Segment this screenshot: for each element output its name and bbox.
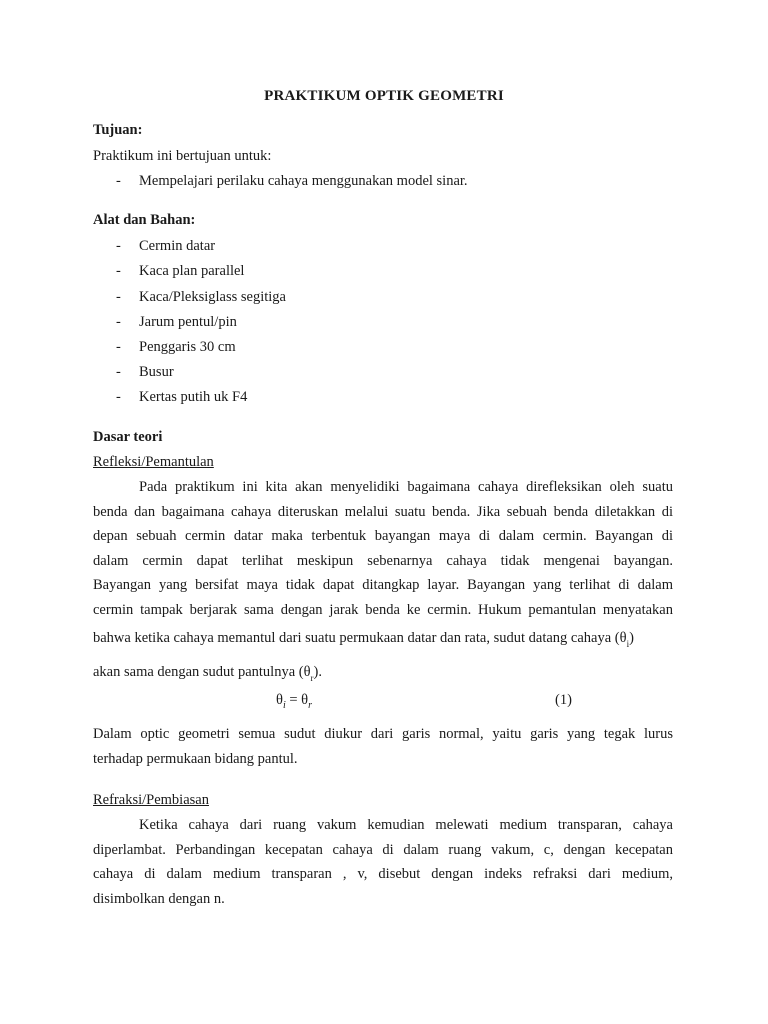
refraksi-paragraph bbox=[93, 813, 673, 911]
paragraph-line: benda dan bagaimana cahaya diteruskan melalui suatu benda. Jika sebuah benda diletakkan di bbox=[93, 503, 673, 520]
paragraph-line: depan sebuah cermin datar maka terbentuk bayangan maya di dalam cermin. Bayangan di bbox=[93, 528, 673, 544]
tujuan-heading: Tujuan: bbox=[93, 122, 143, 138]
tujuan-intro: Praktikum ini bertujuan untuk: bbox=[93, 148, 272, 164]
paren-close: ). bbox=[313, 664, 323, 680]
bullet-dash: - bbox=[116, 389, 121, 405]
paragraph-line: Bayangan yang bersifat maya tidak dapat ditangkap layar. Bayangan yang terlihat di dalam bbox=[93, 577, 673, 593]
bullet-dash: - bbox=[116, 364, 121, 380]
paragraph-line: akan sama dengan sudut pantulnya (θ bbox=[93, 664, 311, 680]
paragraph-line: Pada praktikum ini kita akan menyelidiki bagaimana cahaya direfleksikan oleh suatu bbox=[139, 479, 673, 495]
paragraph-line: Dalam optic geometri semua sudut diukur dari garis normal, yaitu garis yang tegak lurus bbox=[93, 726, 673, 742]
list-item: Penggaris 30 cm bbox=[139, 339, 236, 355]
theta-r-subscript: r bbox=[310, 673, 314, 683]
list-item: Busur bbox=[139, 364, 174, 380]
theta-i-subscript: i bbox=[626, 639, 630, 649]
list-item: Cermin datar bbox=[139, 238, 216, 254]
list-item: Kertas putih uk F4 bbox=[139, 389, 248, 405]
paragraph-line: disimbolkan dengan n. bbox=[93, 890, 225, 907]
bullet-dash: - bbox=[116, 289, 121, 305]
list-item: Jarum pentul/pin bbox=[139, 314, 237, 330]
list-item: Kaca/Pleksiglass segitiga bbox=[139, 289, 286, 305]
list-item: Kaca plan parallel bbox=[139, 263, 245, 279]
paragraph-line: dalam cermin dapat terlihat meskipun sebenarnya cahaya tidak mengenai bayangan. bbox=[93, 552, 673, 569]
equation-operator: = bbox=[285, 692, 302, 708]
paragraph-line: cermin tampak berjarak sama dengan jarak benda ke cermin. Hukum pemantulan menyatakan bbox=[93, 601, 673, 618]
equation-lhs-subscript: i bbox=[282, 700, 286, 711]
paragraph-line-theta-i bbox=[93, 630, 673, 649]
refleksi-after-paragraph bbox=[93, 722, 673, 771]
bullet-dash: - bbox=[116, 314, 121, 330]
bullet-dash: - bbox=[116, 238, 121, 254]
alat-heading: Alat dan Bahan: bbox=[93, 212, 196, 228]
paragraph-line: Ketika cahaya dari ruang vakum kemudian melewati medium transparan, cahaya bbox=[139, 817, 673, 833]
page-title: PRAKTIKUM OPTIK GEOMETRI bbox=[264, 88, 504, 104]
equation-rhs-subscript: r bbox=[308, 700, 313, 711]
refleksi-paragraph bbox=[93, 475, 673, 622]
paragraph-line: bahwa ketika cahaya memantul dari suatu permukaan datar dan rata, sudut datang cahaya (θ bbox=[93, 630, 627, 646]
refleksi-heading: Refleksi/Pemantulan bbox=[93, 454, 214, 470]
equation-1 bbox=[276, 692, 312, 711]
paragraph-line: diperlambat. Perbandingan kecepatan cahaya di dalam ruang vakum, c, dengan kecepatan bbox=[93, 841, 673, 858]
list-item: Mempelajari perilaku cahaya menggunakan model sinar. bbox=[139, 173, 468, 189]
paragraph-line: cahaya di dalam medium transparan , v, disebut dengan indeks refraksi dari medium, bbox=[93, 866, 673, 882]
equation-rhs: θ bbox=[301, 692, 309, 708]
bullet-dash: - bbox=[116, 173, 121, 189]
refraksi-heading: Refraksi/Pembiasan bbox=[93, 792, 209, 808]
dasar-teori-heading: Dasar teori bbox=[93, 429, 163, 445]
bullet-dash: - bbox=[116, 339, 121, 355]
equation-lhs: θ bbox=[276, 692, 283, 708]
bullet-dash: - bbox=[116, 263, 121, 279]
paragraph-line-theta-r bbox=[93, 664, 322, 683]
equation-number: (1) bbox=[555, 692, 572, 708]
paragraph-line: terhadap permukaan bidang pantul. bbox=[93, 750, 298, 767]
paren-close: ) bbox=[629, 630, 634, 646]
